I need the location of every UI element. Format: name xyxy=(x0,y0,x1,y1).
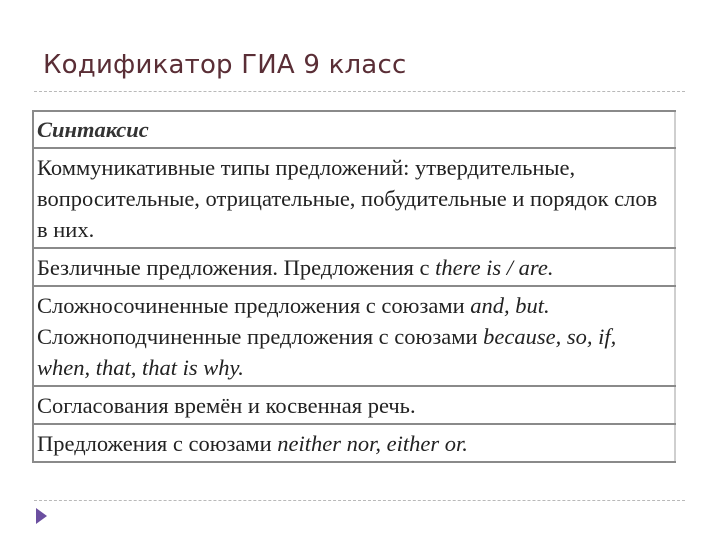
section-heading: Синтаксис xyxy=(33,111,675,148)
slide-title: Кодификатор ГИА 9 класс xyxy=(43,50,407,80)
table-row xyxy=(33,248,675,286)
row-italic-text: because, so, if, when, that, that is why. xyxy=(37,324,617,380)
row-italic-text: neither nor, either or. xyxy=(277,431,468,456)
bottom-divider xyxy=(34,500,685,501)
table-row xyxy=(33,148,675,248)
row-italic-text: there is / are. xyxy=(435,255,554,280)
row-text: Сложноподчиненные предложения с союзами xyxy=(37,324,484,349)
row-complex-sentences xyxy=(33,286,675,386)
row-conjunctions xyxy=(33,424,675,462)
row-communicative-types: Коммуникативные типы предложений: утвердительные, вопросительные, отрицательные, побудительные и порядок слов в них. xyxy=(33,148,675,248)
table-row-section xyxy=(33,111,675,148)
table-row xyxy=(33,386,675,424)
row-text: Безличные предложения. Предложения с xyxy=(37,255,436,280)
row-impersonal-sentences xyxy=(33,248,675,286)
row-text: Сложносочиненные предложения с союзами xyxy=(37,293,471,318)
triangle-bullet-icon xyxy=(36,508,47,524)
table-row xyxy=(33,424,675,462)
codifier-table xyxy=(32,110,676,463)
row-text: Предложения с союзами xyxy=(37,431,278,456)
top-divider xyxy=(34,91,685,92)
table-row xyxy=(33,286,675,386)
row-reported-speech: Согласования времён и косвенная речь. xyxy=(33,386,675,424)
row-italic-text: and, but. xyxy=(470,293,550,318)
